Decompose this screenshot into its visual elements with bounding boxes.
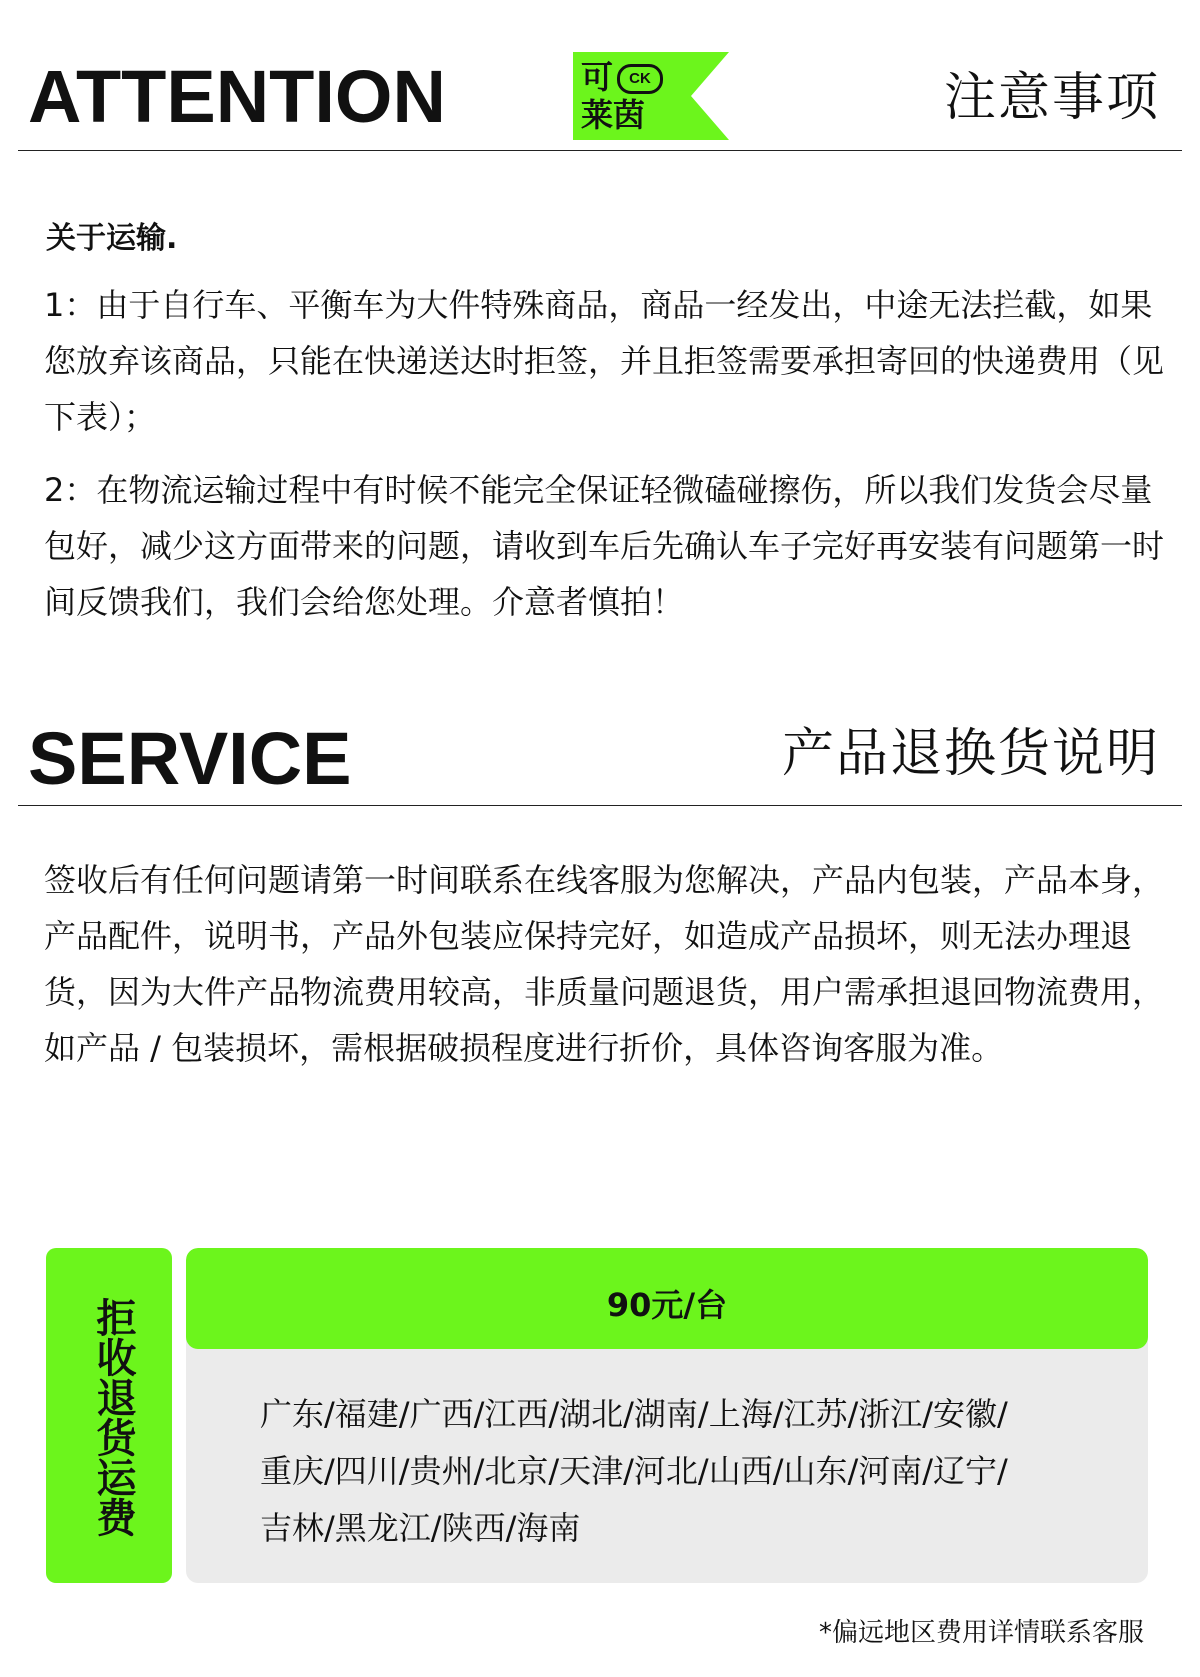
brand-logo — [573, 52, 729, 140]
fee-price-bar — [186, 1248, 1148, 1349]
fee-side-label-box — [46, 1248, 172, 1583]
fee-regions — [260, 1386, 1120, 1557]
transport-paragraph-1: 1：由于自行车、平衡车为大件特殊商品，商品一经发出，中途无法拦截，如果您放弃该商品，只能在快递送达时拒签，并且拒签需要承担寄回的快递费用（见下表）； — [44, 286, 1165, 436]
fee-panel — [186, 1248, 1148, 1583]
service-title-cn: 产品退换货说明 — [781, 724, 1160, 784]
service-title-en: SERVICE — [28, 717, 352, 800]
logo-char-laiyin: 莱茵 — [581, 96, 646, 134]
logo-text — [581, 58, 677, 134]
fee-regions-line-2: 重庆/四川/贵州/北京/天津/河北/山西/山东/河南/辽宁/ — [260, 1452, 1008, 1490]
remote-area-footnote: *偏远地区费用详情联系客服 — [818, 1618, 1144, 1648]
logo-char-ke: 可 — [581, 58, 614, 96]
transport-subheading: 关于运输. — [46, 221, 178, 256]
service-paragraph: 签收后有任何问题请第一时间联系在线客服为您解决，产品内包装，产品本身，产品配件，说明书，产品外包装应保持完好，如造成产品损坏，则无法办理退货，因为大件产品物流费用较高，非质量问题退货，用户需承担退回物流费用，如产品 / 包装损坏，需根据破损程度进行折价，具体咨询客服为准。 — [44, 861, 1165, 1067]
fee-regions-line-1: 广东/福建/广西/江西/湖北/湖南/上海/江苏/浙江/安徽/ — [260, 1395, 1008, 1433]
fee-side-label: 拒收退货运费 — [90, 1297, 136, 1537]
transport-paragraph-2: 2：在物流运输过程中有时候不能完全保证轻微磕碰擦伤，所以我们发货会尽量包好，减少这方面带来的问题，请收到车后先确认车子完好再安装有问题第一时间反馈我们，我们会给您处理。介意者慎拍！ — [44, 471, 1165, 621]
attention-title-cn: 注意事项 — [943, 68, 1160, 128]
fee-regions-line-3: 吉林/黑龙江/陕西/海南 — [260, 1509, 581, 1547]
attention-title-en: ATTENTION — [28, 55, 446, 138]
fee-price: 90元/台 — [606, 1286, 728, 1324]
logo-ck-badge: CK — [617, 64, 663, 94]
